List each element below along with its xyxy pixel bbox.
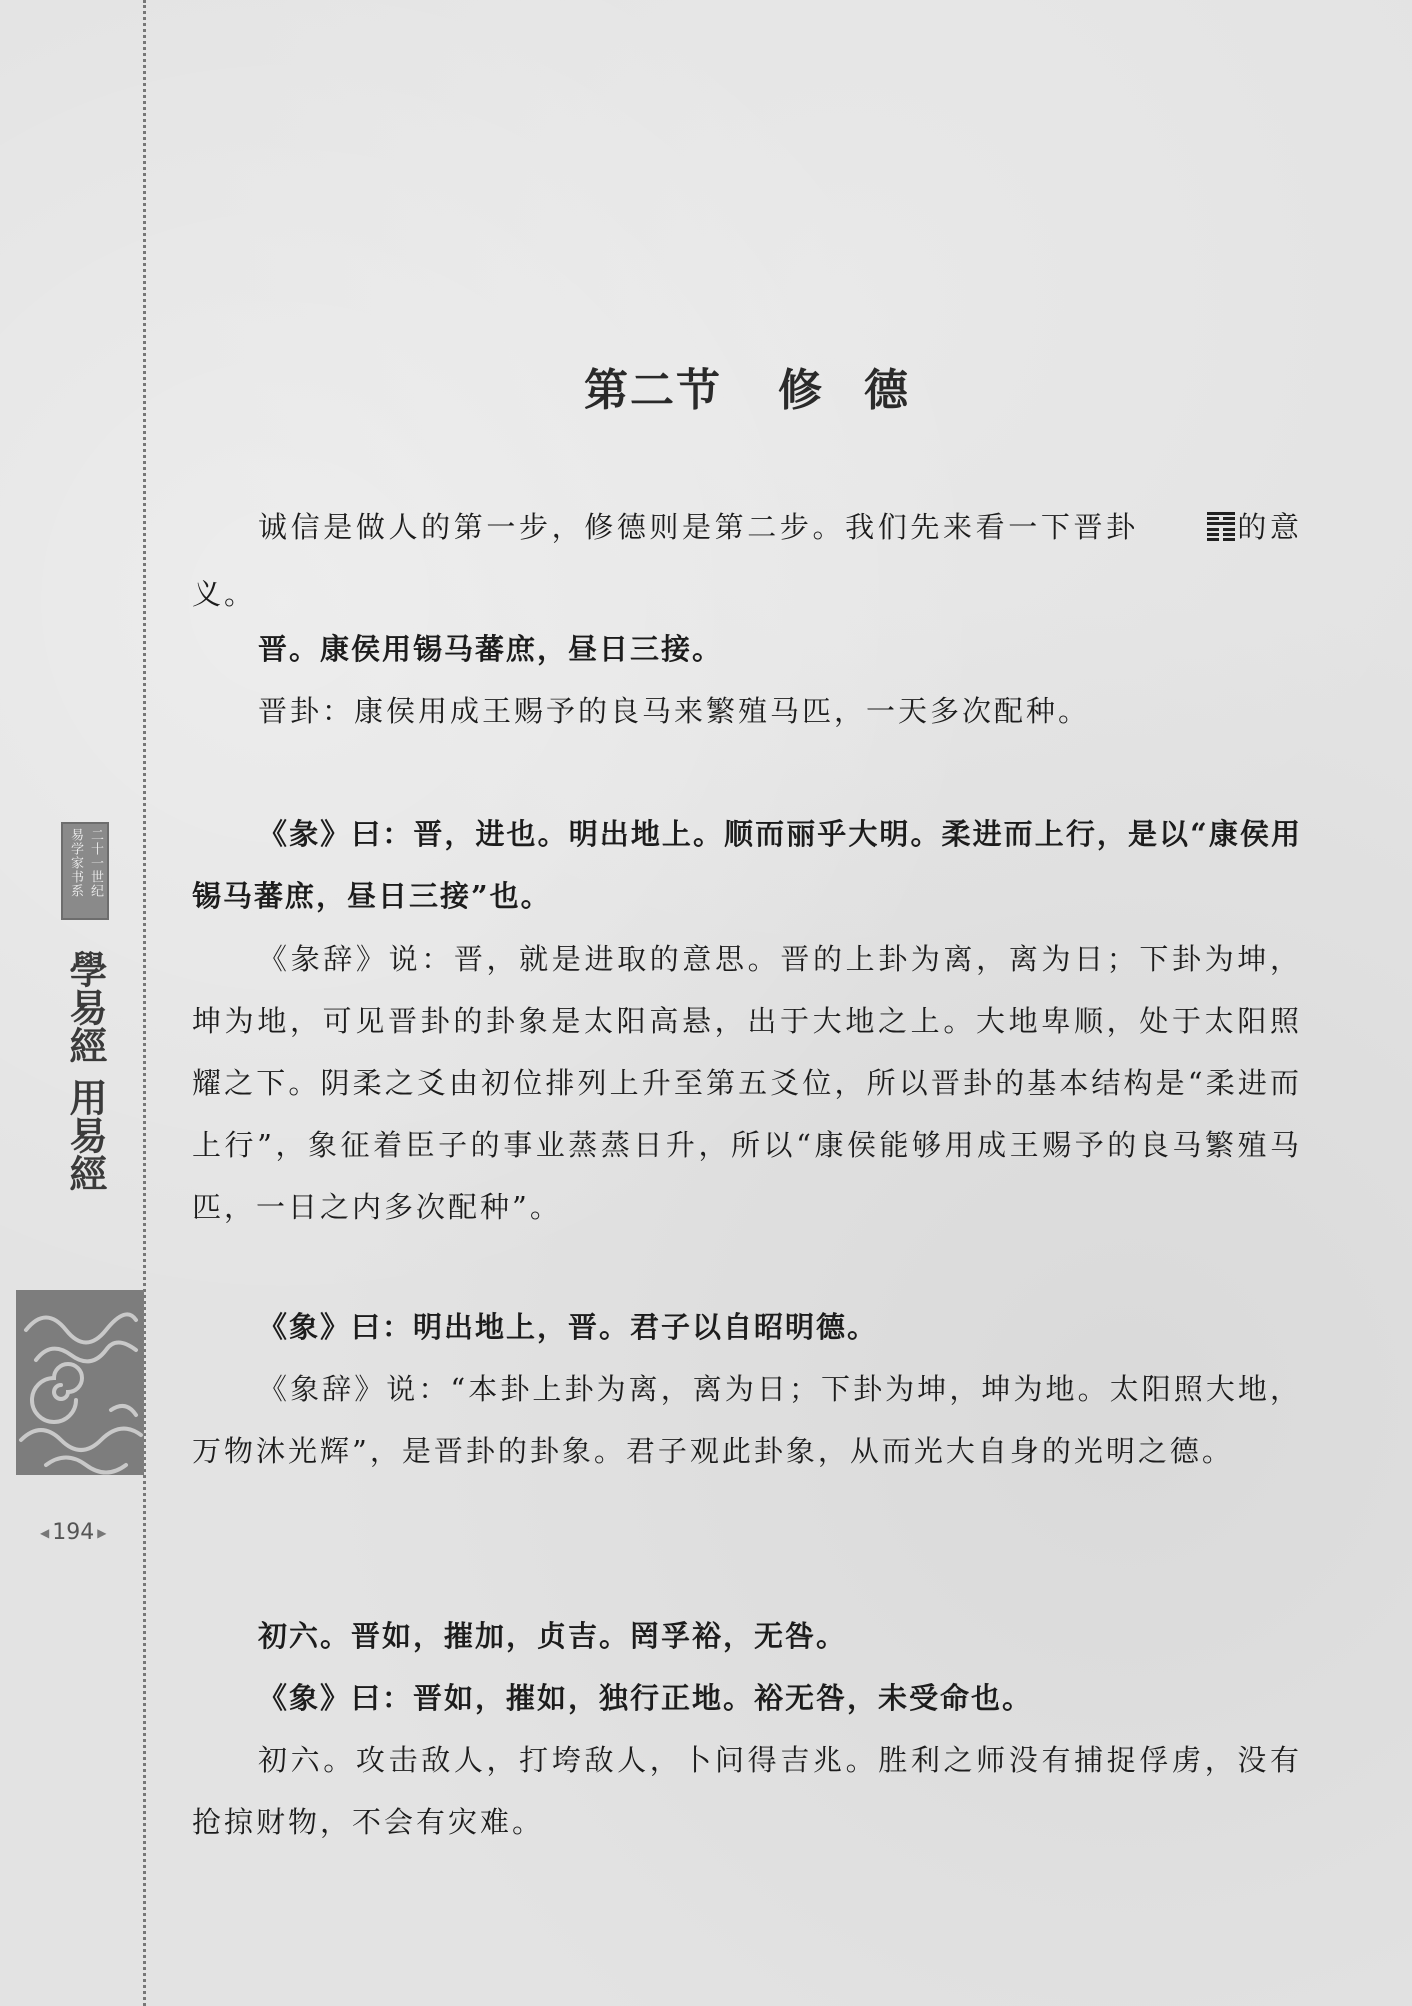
book-title-line1: 學易經 bbox=[63, 950, 108, 1064]
tuan-translation: 《彖辞》说：晋，就是进取的意思。晋的上卦为离，离为日；下卦为坤，坤为地，可见晋卦的卦象是太阳高悬，出于大地之上。大地卑顺，处于太阳照耀之下。阴柔之爻由初位排列上升至第五爻位，所以晋卦的基本结构是“柔进而上行”，象征着臣子的事业蒸蒸日升，所以“康侯能够用成王赐予的良马繁殖马匹，一日之内多次配种”。 bbox=[192, 942, 1302, 1224]
chu-liu-xiang-text: 《象》曰：晋如，摧如，独行正地。裕无咎，未受命也。 bbox=[258, 1681, 1034, 1715]
page-next-arrow-icon: ▶ bbox=[97, 1525, 107, 1540]
section-title bbox=[192, 354, 1302, 418]
series-tag-col2: 易学家书系 bbox=[68, 828, 83, 898]
gua-ci-text: 晋。康侯用锡马蕃庶，昼日三接。 bbox=[258, 632, 724, 666]
section-title-part2: 修 bbox=[778, 365, 824, 416]
gua-ci-translation: 晋卦：康侯用成王赐予的良马来繁殖马匹，一天多次配种。 bbox=[258, 694, 1091, 728]
series-tag-col1: 二十一世纪 bbox=[88, 828, 103, 898]
xiang-translation: 《象辞》说：“本卦上卦为离，离为日；下卦为坤，坤为地。太阳照大地，万物沐光辉”，是晋卦的卦象。君子观此卦象，从而光大自身的光明之德。 bbox=[192, 1372, 1302, 1468]
intro-text: 诚信是做人的第一步，修德则是第二步。我们先来看一下晋卦 bbox=[258, 510, 1139, 544]
chu-liu-text: 初六。晋如，摧加，贞吉。罔孚裕，无咎。 bbox=[258, 1619, 848, 1653]
series-tag bbox=[61, 822, 109, 920]
tuan-text: 《彖》曰：晋，进也。明出地上。顺而丽乎大明。柔进而上行，是以“康侯用锡马蕃庶，昼日三接”也。 bbox=[192, 817, 1302, 913]
side-strip bbox=[54, 822, 116, 1192]
page-number-value: 194 bbox=[52, 1520, 95, 1545]
section-title-part3: 德 bbox=[864, 365, 910, 416]
section-title-part1: 第二节 bbox=[584, 365, 722, 416]
chu-liu-translation: 初六。攻击敌人，打垮敌人，卜问得吉兆。胜利之师没有捕捉俘虏，没有抢掠财物，不会有灾难。 bbox=[192, 1743, 1302, 1839]
cloud-ornament-icon bbox=[16, 1290, 144, 1475]
page-number bbox=[40, 1520, 120, 1545]
dotted-margin-line bbox=[143, 0, 146, 2006]
page-prev-arrow-icon: ◀ bbox=[40, 1525, 50, 1540]
book-title-line2: 用易經 bbox=[63, 1078, 108, 1192]
intro-text-end: 的意义。 bbox=[192, 510, 1302, 611]
intro-paragraph bbox=[192, 496, 1302, 625]
xiang-text: 《象》曰：明出地上，晋。君子以自昭明德。 bbox=[258, 1310, 879, 1344]
book-title bbox=[54, 950, 116, 1192]
jin-hexagram-icon bbox=[1141, 501, 1235, 563]
